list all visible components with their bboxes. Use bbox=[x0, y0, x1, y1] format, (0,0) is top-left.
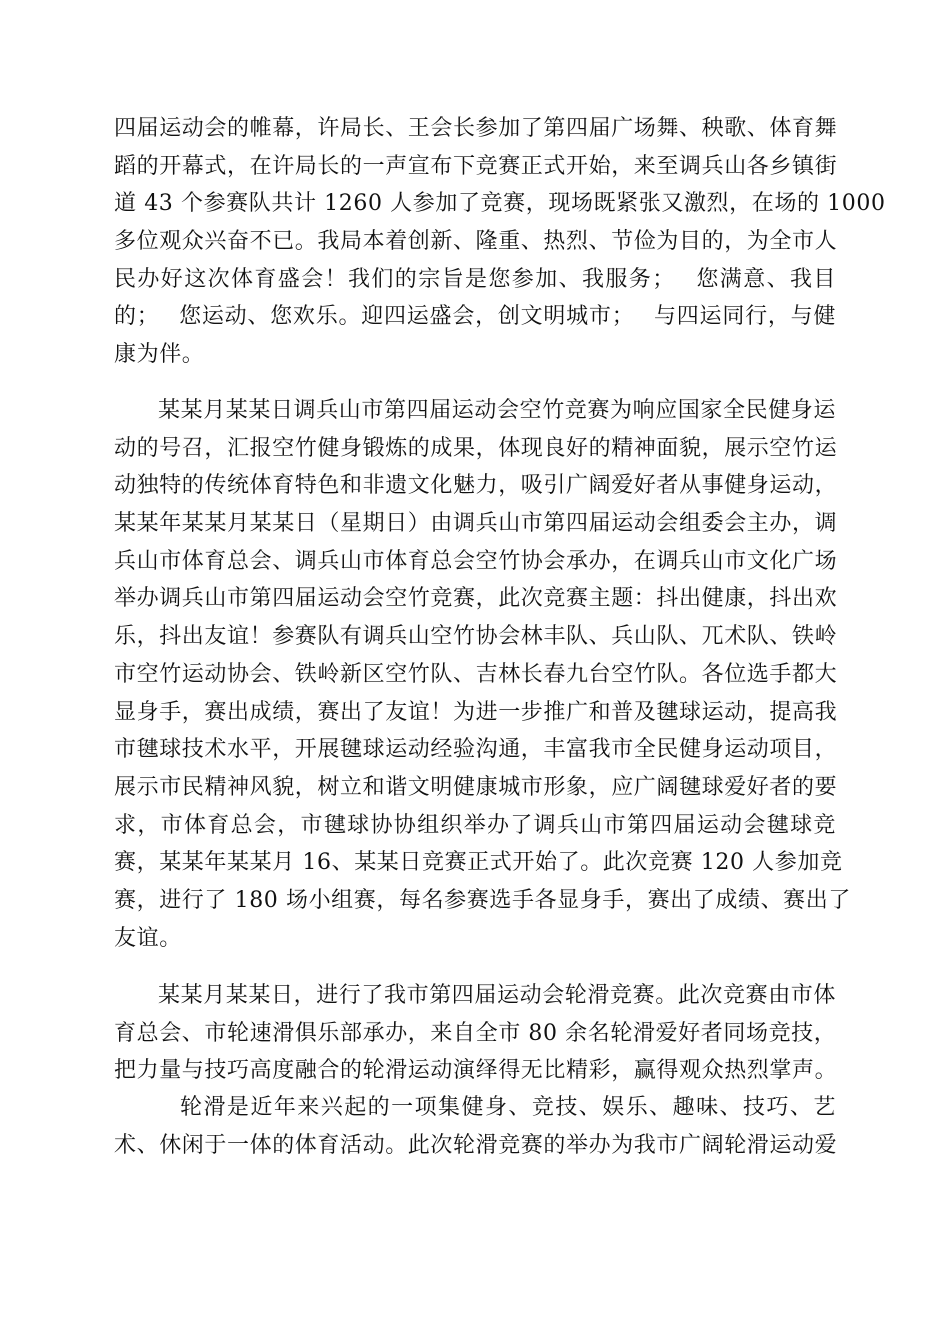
text-line: 某某年某某月某某日（星期日）由调兵山市第四届运动会组委会主办，调 bbox=[114, 511, 838, 537]
text-line: 育总会、市轮速滑俱乐部承办，来自全市 80 余名轮滑爱好者同场竞技， bbox=[114, 1020, 837, 1046]
paragraph-lunhua-intro bbox=[114, 1089, 836, 1164]
text-line: 显身手，赛出成绩，赛出了友谊！为进一步推广和普及毽球运动，提高我 bbox=[114, 699, 838, 725]
paragraph-opening-ceremony bbox=[114, 110, 886, 374]
text-line: 市空竹运动协会、铁岭新区空竹队、吉林长春九台空竹队。各位选手都大 bbox=[114, 661, 838, 687]
text-line: 轮滑是近年来兴起的一项集健身、竞技、娱乐、趣味、技巧、艺 bbox=[180, 1095, 836, 1120]
text-line: 多位观众兴奋不已。我局本着创新、隆重、热烈、节俭为目的，为全市人 bbox=[114, 229, 838, 255]
text-line: 术、休闲于一体的体育活动。此次轮滑竞赛的举办为我市广阔轮滑运动爱 bbox=[114, 1132, 838, 1158]
text-line: 举办调兵山市第四届运动会空竹竞赛，此次竞赛主题：抖出健康，抖出欢 bbox=[114, 586, 838, 612]
text-line: 动独特的传统体育特色和非遗文化魅力，吸引广阔爱好者从事健身运动， bbox=[114, 473, 838, 499]
text-line: 市毽球技术水平，开展毽球运动经验沟通，丰富我市全民健身运动项目， bbox=[114, 737, 838, 763]
paragraph-kongzhu-jianqiu bbox=[114, 392, 851, 957]
paragraph-body bbox=[114, 1089, 836, 1164]
text-line: 动的号召，汇报空竹健身锻炼的成果，体现良好的精神面貌，展示空竹运 bbox=[114, 435, 838, 461]
text-line: 求，市体育总会，市毽球协协组织举办了调兵山市第四届运动会毽球竞 bbox=[114, 812, 836, 838]
text-line: 民办好这次体育盛会！我们的宗旨是您参加、我服务； 您满意、我目 bbox=[114, 266, 836, 292]
text-line: 赛，进行了 180 场小组赛，每名参赛选手各显身手，赛出了成绩、赛出了 bbox=[114, 887, 851, 913]
text-line: 乐，抖出友谊！参赛队有调兵山空竹协会林丰队、兵山队、兀术队、铁岭 bbox=[114, 624, 838, 650]
text-line: 某某月某某日，进行了我市第四届运动会轮滑竞赛。此次竞赛由市体 bbox=[158, 983, 837, 1008]
text-line: 某某月某某日调兵山市第四届运动会空竹竞赛为响应国家全民健身运 bbox=[158, 398, 837, 423]
text-line: 友谊。 bbox=[114, 925, 182, 951]
text-line: 把力量与技巧高度融合的轮滑运动演绎得无比精彩，赢得观众热烈掌声。 bbox=[114, 1058, 838, 1084]
text-line: 赛，某某年某某月 16、某某日竞赛正式开始了。此次竞赛 120 人参加竞 bbox=[114, 850, 843, 876]
paragraph-lunhua-competition bbox=[114, 977, 836, 1090]
paragraph-body bbox=[114, 977, 836, 1090]
text-line: 兵山市体育总会、调兵山市体育总会空竹协会承办，在调兵山市文化广场 bbox=[114, 548, 838, 574]
text-line: 蹈的开幕式，在许局长的一声宣布下竞赛正式开始，来至调兵山各乡镇街 bbox=[114, 153, 838, 179]
text-line: 的； 您运动、您欢乐。迎四运盛会，创文明城市； 与四运同行，与健 bbox=[114, 304, 836, 330]
text-line: 康为伴。 bbox=[114, 342, 205, 368]
text-line: 道 43 个参赛队共计 1260 人参加了竞赛，现场既紧张又激烈，在场的 1000 bbox=[114, 191, 886, 217]
text-line: 四届运动会的帷幕，许局长、王会长参加了第四届广场舞、秧歌、体育舞 bbox=[114, 116, 838, 141]
text-line: 展示市民精神风貌，树立和谐文明健康城市形象，应广阔毽球爱好者的要 bbox=[114, 774, 838, 800]
paragraph-body bbox=[114, 392, 851, 957]
paragraph-body bbox=[114, 110, 886, 374]
